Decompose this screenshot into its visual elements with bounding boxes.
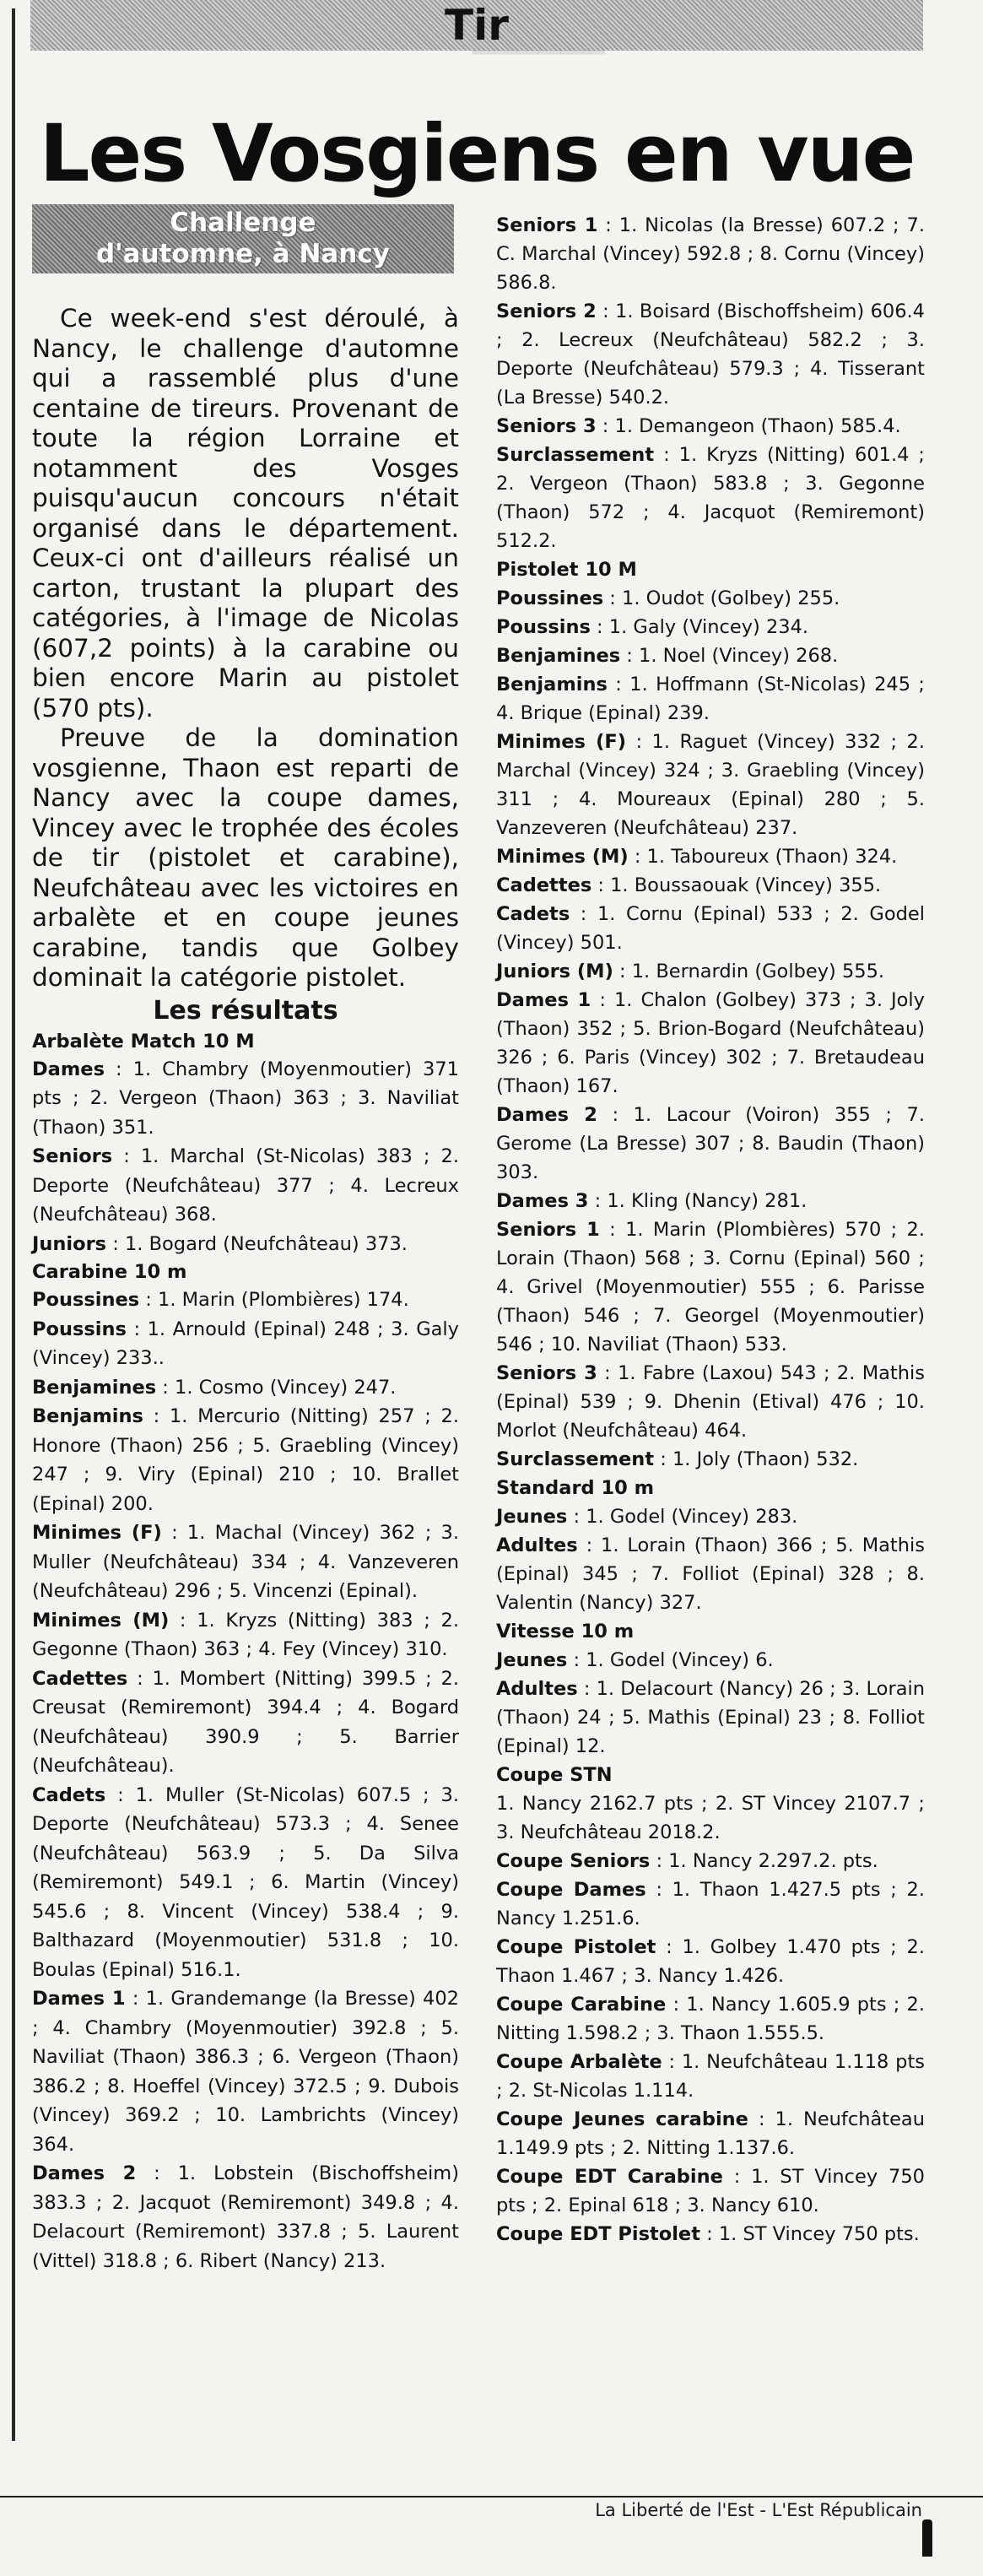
kicker-line: d'automne, à Nancy <box>96 239 390 269</box>
result-text: : 1. Oudot (Golbey) 255. <box>603 587 840 609</box>
result-entry <box>496 1933 925 1990</box>
result-text: : 1. Cornu (Epinal) 533 ; 2. Godel (Vincey) 501. <box>496 903 925 954</box>
result-entry <box>496 441 925 555</box>
result-text: : 1. Galy (Vincey) 234. <box>590 616 809 638</box>
result-text: : 1. Demangeon (Thaon) 585.4. <box>596 415 901 437</box>
result-category: Cadets <box>496 903 570 925</box>
result-category: Jeunes <box>496 1649 568 1671</box>
result-text: : 1. Golbey 1.470 pts ; 2. Thaon 1.467 ; 3. Nancy 1.426. <box>496 1936 925 1987</box>
result-category: Poussins <box>496 616 591 638</box>
result-entry <box>496 2162 925 2220</box>
result-text: : 1. Kryzs (Nitting) 601.4 ; 2. Vergeon (Thaon) 583.8 ; 3. Gegonne (Thaon) 572 ; 4. Jacquot (Remiremont) 512.2. <box>496 444 925 552</box>
result-text: : 1. ST Vincey 750 pts. <box>699 2223 920 2245</box>
result-text: : 1. Muller (St-Nicolas) 607.5 ; 3. Deporte (Neufchâteau) 573.3 ; 4. Senee (Neufchâteau) 563.9 ; 5. Da Silva (Remiremont) 549.1 ; 6. Martin (Vincey) 545.6 ; 8. Vincent (Vincey) 538.4 ; 9. Balthazard (Moyenmoutier) 531.8 ; 10. Boulas (Epinal) 516.1. <box>32 1783 459 1981</box>
kicker-box <box>32 204 454 273</box>
result-entry <box>496 1502 925 1531</box>
result-category: Cadettes <box>496 874 592 896</box>
result-text: : 1. Noel (Vincey) 268. <box>620 645 839 667</box>
result-entry <box>496 1646 925 1675</box>
result-text: : 1. Marin (Plombières) 570 ; 2. Lorain (Thaon) 568 ; 3. Cornu (Epinal) 560 ; 4. Grivel (Moyenmoutier) 555 ; 6. Parisse (Thaon) 546 ; 7. Georgel (Moyenmoutier) 546 ; 10. Naviliat (Thaon) 533. <box>496 1219 925 1356</box>
result-category: Benjamines <box>496 645 621 667</box>
intro-paragraph: Preuve de la domination vosgienne, Thaon est reparti de Nancy avec la coupe dames, Vincey avec le trophée des écoles de tir (pistolet et carabine), Neufchâteau avec les victoires en arbalète et en coupe jeunes carabine, tandis que Golbey dominait la catégorie pistolet. <box>32 723 459 992</box>
result-entry <box>32 1315 459 1373</box>
result-category: Coupe Dames <box>496 1879 646 1901</box>
result-category: Poussines <box>496 587 604 609</box>
result-category: Benjamines <box>32 1376 157 1399</box>
result-category: Seniors 1 <box>496 1219 600 1241</box>
result-entry <box>32 1230 459 1259</box>
result-text: : 1. Bogard (Neufchâteau) 373. <box>106 1232 408 1255</box>
result-text: : 1. Kling (Nancy) 281. <box>588 1190 807 1212</box>
results-section-heading: Vitesse 10 m <box>496 1621 635 1642</box>
result-category: Minimes (F) <box>32 1522 162 1544</box>
result-category: Coupe Pistolet <box>496 1936 656 1958</box>
results-section-heading: Pistolet 10 M <box>496 559 637 581</box>
result-category: Coupe EDT Carabine <box>496 2166 723 2188</box>
result-text: : 1. Mombert (Nitting) 399.5 ; 2. Creusat (Remiremont) 394.4 ; 4. Bogard (Neufchâteau) 390.9 ; 5. Barrier (Neufchâteau). <box>32 1667 459 1777</box>
results-section-heading: Carabine 10 m <box>32 1261 187 1283</box>
result-entry <box>496 1875 925 1933</box>
result-text: : 1. Nancy 2.297.2. pts. <box>650 1850 878 1872</box>
results-list-left <box>32 1028 459 2276</box>
right-column <box>496 211 925 2249</box>
results-section-heading: Arbalète Match 10 M <box>32 1030 255 1053</box>
result-category: Poussines <box>32 1289 140 1311</box>
result-entry <box>32 1664 459 1781</box>
column-rule <box>12 8 15 2441</box>
result-category: Coupe Carabine <box>496 1994 667 2016</box>
result-category: Seniors 3 <box>496 1362 597 1384</box>
result-entry <box>496 871 925 900</box>
results-heading: Les résultats <box>153 995 338 1026</box>
result-category: Cadets <box>32 1783 106 1806</box>
result-category: Surclassement <box>496 444 655 466</box>
result-text: : 1. Bernardin (Golbey) 555. <box>613 961 885 982</box>
result-text: : 1. Chalon (Golbey) 373 ; 3. Joly (Thaon) 352 ; 5. Brion-Bogard (Neufchâteau) 326 ; 6. Paris (Vincey) 302 ; 7. Bretaudeau (Thaon) 167. <box>496 989 925 1097</box>
result-category: Adultes <box>496 1534 578 1556</box>
result-category: Minimes (M) <box>32 1609 170 1632</box>
result-entry <box>32 1285 459 1315</box>
result-text: : 1. Lacour (Voiron) 355 ; 7. Gerome (La Bresse) 307 ; 8. Baudin (Thaon) 303. <box>496 1104 926 1183</box>
result-text: : 1. Thaon 1.427.5 pts ; 2. Nancy 1.251.6. <box>496 1879 925 1929</box>
result-entry <box>496 1990 925 2048</box>
result-entry <box>496 2105 925 2162</box>
intro-paragraph: Ce week-end s'est déroulé, à Nancy, le challenge d'automne qui a rassemblé plus d'une centaine de tireurs. Provenant de toute la région Lorraine et notamment des Vosges puisqu'aucun concours n'était organisé dans le département. Ceux-ci ont d'ailleurs réalisé un carton, trustant la plupart des catégories, à l'image de Nicolas (607,2 points) à la carabine ou bien encore Marin au pistolet (570 pts). <box>32 304 459 722</box>
headline: Les Vosgiens en vue <box>39 108 915 200</box>
bleed-through-shadow: ▔▔▔▔▔▔ <box>473 51 605 84</box>
result-entry <box>496 1789 925 1847</box>
result-entry <box>32 1402 459 1518</box>
result-text: : 1. Boisard (Bischoffsheim) 606.4 ; 2. Lecreux (Neufchâteau) 582.2 ; 3. Deporte (Neufchâteau) 579.3 ; 4. Tisserant (La Bresse) 540.2. <box>496 300 925 409</box>
result-entry <box>496 957 925 986</box>
result-entry <box>496 2220 925 2249</box>
result-entry <box>496 986 925 1101</box>
result-text: 1. Nancy 2162.7 pts ; 2. ST Vincey 2107.7 ; 3. Neufchâteau 2018.2. <box>496 1793 925 1843</box>
result-text: : 1. Fabre (Laxou) 543 ; 2. Mathis (Epinal) 539 ; 9. Dhenin (Etival) 476 ; 10. Morlot (Neufchâteau) 464. <box>496 1362 925 1442</box>
result-category: Juniors <box>32 1232 107 1255</box>
result-category: Jeunes <box>496 1506 568 1528</box>
result-text: : 1. Lobstein (Bischoffsheim) 383.3 ; 2. Jacquot (Remiremont) 349.8 ; 4. Delacourt (Remiremont) 337.8 ; 5. Laurent (Vittel) 318.8 ; 6. Ribert (Nancy) 213. <box>32 2162 459 2272</box>
result-text: : 1. Marchal (St-Nicolas) 383 ; 2. Deporte (Neufchâteau) 377 ; 4. Lecreux (Neufchâteau) 368. <box>32 1145 459 1226</box>
kicker-line: Challenge <box>170 208 316 238</box>
result-text: : 1. Grandemange (la Bresse) 402 ; 4. Chambry (Moyenmoutier) 392.8 ; 5. Naviliat (Thaon) 386.3 ; 6. Vergeon (Thaon) 386.2 ; 8. Hoeffel (Vincey) 372.5 ; 9. Dubois (Vincey) 369.2 ; 10. Lambrichts (Vincey) 364. <box>32 1988 459 2156</box>
result-entry <box>496 1101 925 1187</box>
result-entry <box>32 2159 459 2276</box>
result-text: : 1. Lorain (Thaon) 366 ; 5. Mathis (Epinal) 345 ; 7. Folliot (Epinal) 328 ; 8. Valentin (Nancy) 327. <box>496 1534 925 1614</box>
result-entry <box>32 1055 459 1143</box>
publication-credit: La Liberté de l'Est - L'Est Républicain <box>595 2500 922 2520</box>
result-category: Coupe Seniors <box>496 1850 651 1872</box>
result-entry <box>496 670 925 728</box>
result-category: Coupe EDT Pistolet <box>496 2223 700 2245</box>
result-entry <box>496 211 925 297</box>
result-category: Coupe Jeunes carabine <box>496 2108 748 2130</box>
result-text: : 1. Boussaouak (Vincey) 355. <box>591 874 882 896</box>
results-section-heading: Standard 10 m <box>496 1477 655 1499</box>
result-category: Benjamins <box>32 1405 143 1427</box>
result-text: : 1. Godel (Vincey) 6. <box>567 1649 774 1671</box>
result-text: : 1. Raguet (Vincey) 332 ; 2. Marchal (Vincey) 324 ; 3. Graebling (Vincey) 311 ; 4. Moureaux (Epinal) 280 ; 5. Vanzeveren (Neufchâteau) 237. <box>496 731 926 839</box>
result-text: : 1. Machal (Vincey) 362 ; 3. Muller (Neufchâteau) 334 ; 4. Vanzeveren (Neufchâteau) 296 ; 5. Vincenzi (Epinal). <box>32 1522 459 1602</box>
result-text: : 1. Nicolas (la Bresse) 607.2 ; 7. C. Marchal (Vincey) 592.8 ; 8. Cornu (Vincey) 586.8. <box>496 214 925 294</box>
left-column <box>32 304 459 2276</box>
article-intro <box>32 304 459 993</box>
result-entry <box>496 1359 925 1445</box>
result-text: : 1. Cosmo (Vincey) 247. <box>156 1376 397 1399</box>
result-category: Dames 2 <box>496 1104 597 1126</box>
result-category: Dames 2 <box>32 2162 137 2184</box>
result-text: : 1. Joly (Thaon) 532. <box>654 1448 859 1470</box>
result-text: : 1. Neufchâteau 1.118 pts ; 2. St-Nicolas 1.114. <box>496 2051 925 2102</box>
result-category: Juniors (M) <box>496 961 613 982</box>
result-entry <box>496 1187 925 1215</box>
result-entry <box>32 1518 459 1606</box>
result-text: : 1. Chambry (Moyenmoutier) 371 pts ; 2. Vergeon (Thaon) 363 ; 3. Naviliat (Thaon) 351. <box>32 1058 459 1139</box>
result-text: : 1. Hoffmann (St-Nicolas) 245 ; 4. Brique (Epinal) 239. <box>496 674 925 724</box>
result-entry <box>496 842 925 871</box>
result-category: Seniors <box>32 1145 113 1167</box>
result-entry <box>496 641 925 670</box>
results-list-right <box>496 211 925 2249</box>
result-text: : 1. Kryzs (Nitting) 383 ; 2. Gegonne (Thaon) 363 ; 4. Fey (Vincey) 310. <box>32 1609 459 1660</box>
result-entry <box>496 728 925 842</box>
rubric-label: Tir <box>445 1 509 50</box>
result-entry <box>496 1847 925 1875</box>
result-text: : 1. Mercurio (Nitting) 257 ; 2. Honore (Thaon) 256 ; 5. Graebling (Vincey) 247 ; 9. Viry (Epinal) 210 ; 10. Brallet (Epinal) 200. <box>32 1405 459 1515</box>
result-entry <box>496 584 925 613</box>
result-text: : 1. Delacourt (Nancy) 26 ; 3. Lorain (Thaon) 24 ; 5. Mathis (Epinal) 23 ; 8. Folliot (Epinal) 12. <box>496 1678 925 1757</box>
result-category: Minimes (M) <box>496 846 629 868</box>
result-entry <box>496 297 925 412</box>
result-text: : 1. ST Vincey 750 pts ; 2. Epinal 618 ; 3. Nancy 610. <box>496 2166 925 2216</box>
result-entry <box>496 1445 925 1474</box>
result-entry <box>496 1215 925 1359</box>
footer-rule <box>0 2496 983 2498</box>
result-text: : 1. Marin (Plombières) 174. <box>139 1289 409 1311</box>
result-category: Dames 1 <box>32 1988 126 2010</box>
result-text: : 1. Taboureux (Thaon) 324. <box>628 846 898 868</box>
result-category: Benjamins <box>496 674 608 695</box>
result-entry <box>32 1373 459 1403</box>
result-text: : 1. Arnould (Epinal) 248 ; 3. Galy (Vincey) 233.. <box>32 1318 459 1369</box>
result-category: Dames 3 <box>496 1190 589 1212</box>
result-category: Dames <box>32 1058 105 1080</box>
result-entry <box>32 1781 459 1985</box>
result-category: Dames 1 <box>496 989 591 1011</box>
result-entry <box>496 412 925 441</box>
result-category: Coupe Arbalète <box>496 2051 662 2073</box>
result-entry <box>496 1531 925 1617</box>
result-category: Surclassement <box>496 1448 655 1470</box>
results-section-heading: Coupe STN <box>496 1764 613 1786</box>
result-entry <box>496 2048 925 2105</box>
result-text: : 1. Godel (Vincey) 283. <box>567 1506 798 1528</box>
scan-artifact <box>922 2519 932 2557</box>
section-rubric <box>30 0 923 51</box>
result-entry <box>32 1606 459 1664</box>
result-category: Cadettes <box>32 1667 128 1690</box>
result-category: Seniors 2 <box>496 300 597 322</box>
result-entry <box>32 1142 459 1230</box>
result-category: Seniors 1 <box>496 214 598 236</box>
result-entry <box>496 613 925 641</box>
result-category: Seniors 3 <box>496 415 597 437</box>
result-category: Poussins <box>32 1318 127 1340</box>
result-entry <box>496 1675 925 1761</box>
result-text: : 1. Neufchâteau 1.149.9 pts ; 2. Nitting 1.137.6. <box>496 2108 925 2159</box>
result-category: Minimes (F) <box>496 731 627 753</box>
result-entry <box>496 900 925 957</box>
result-category: Adultes <box>496 1678 578 1700</box>
result-text: : 1. Nancy 1.605.9 pts ; 2. Nitting 1.598.2 ; 3. Thaon 1.555.5. <box>496 1994 925 2044</box>
result-entry <box>32 1984 459 2159</box>
